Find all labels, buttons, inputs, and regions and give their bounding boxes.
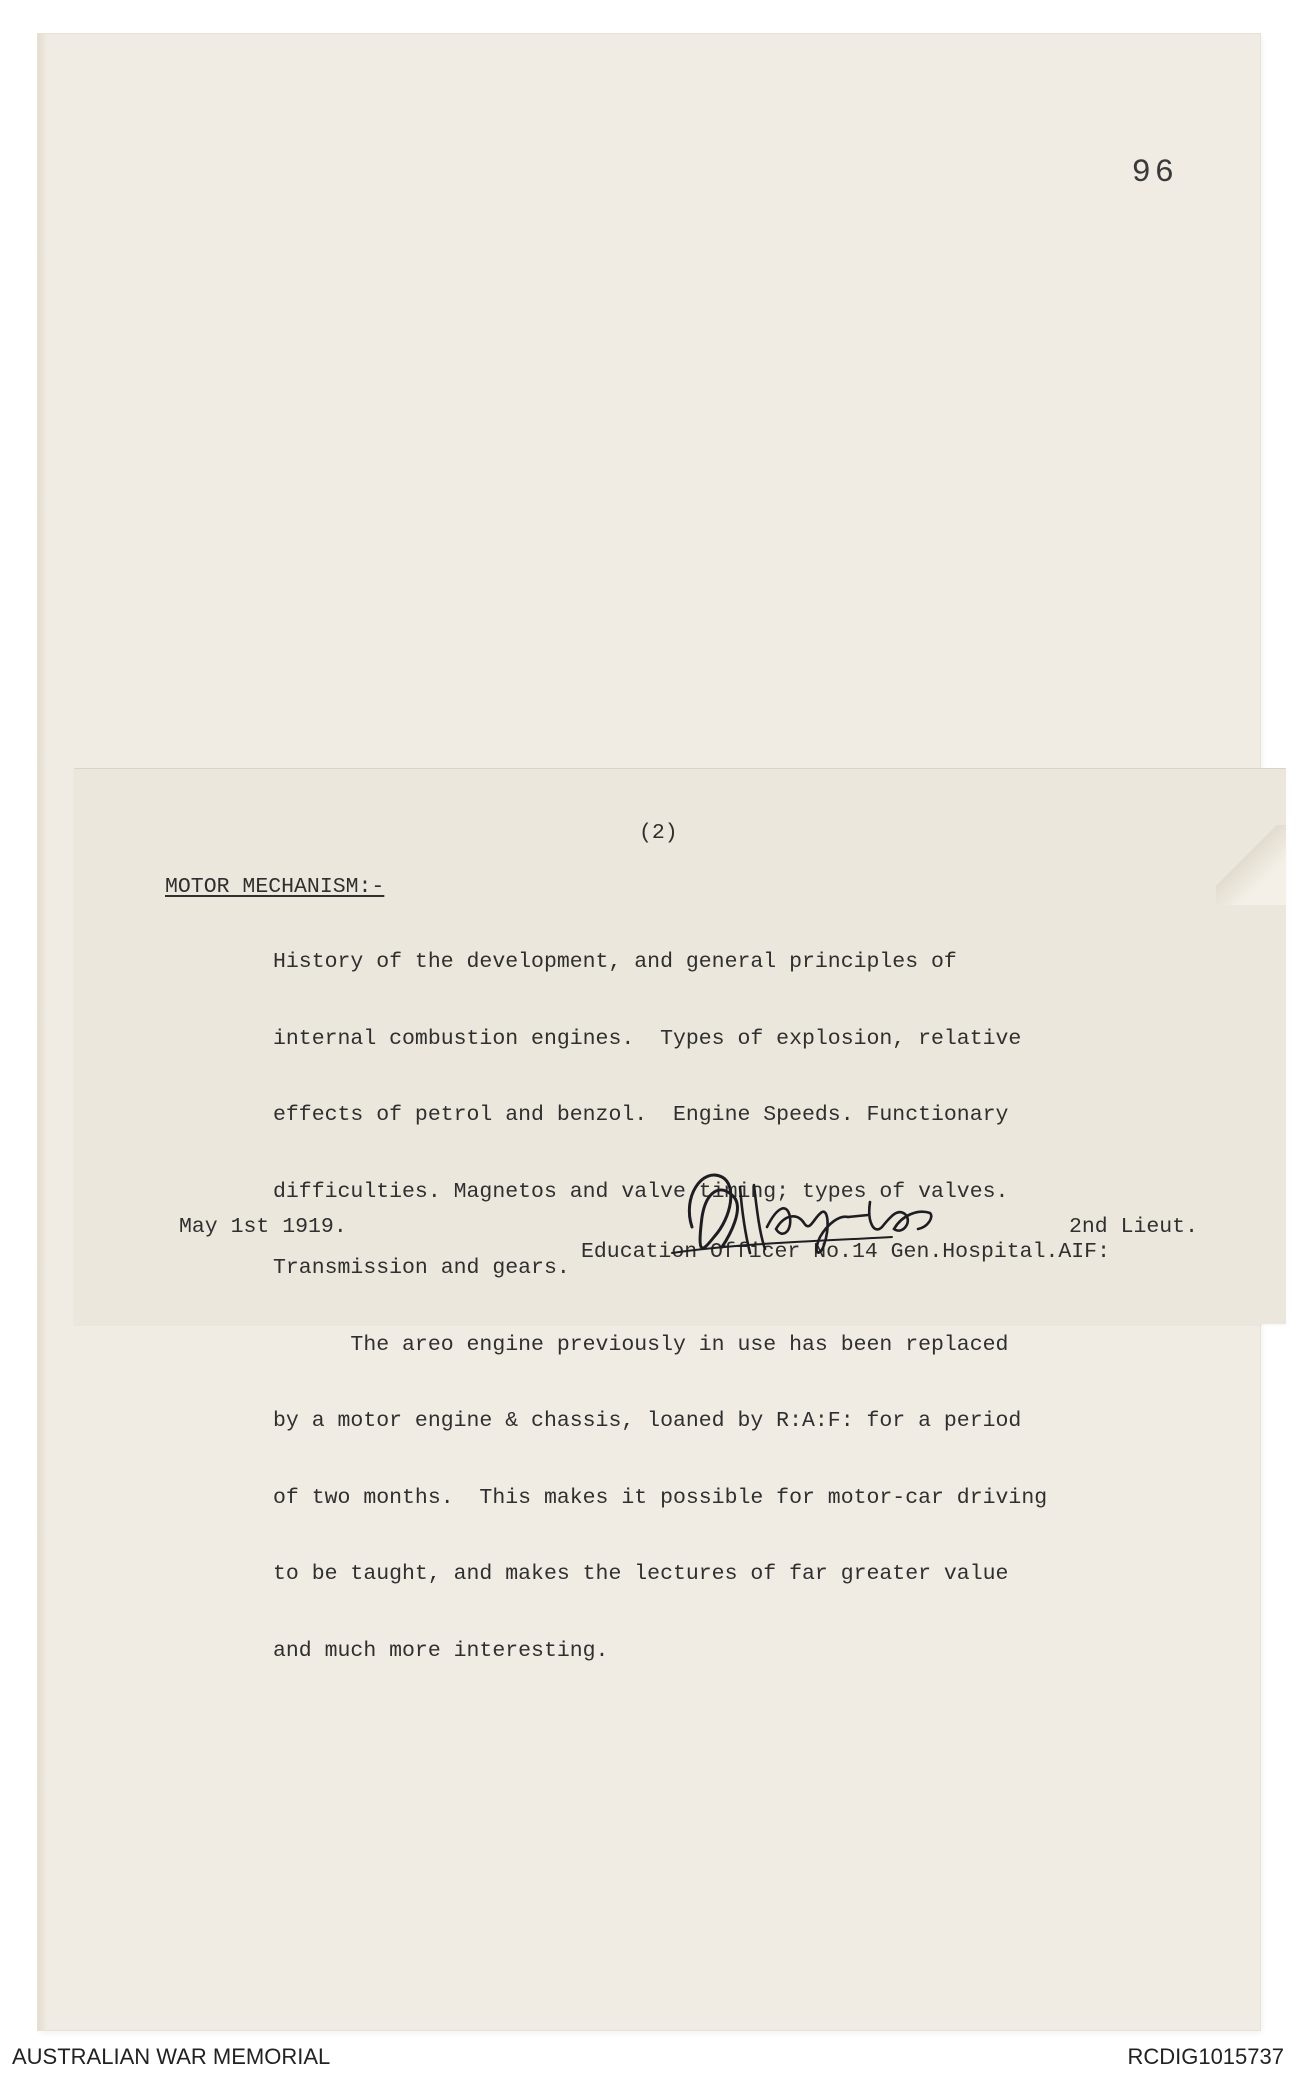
handwritten-signature: [662, 1157, 942, 1267]
archive-credit: AUSTRALIAN WAR MEMORIAL: [12, 2044, 331, 2069]
memo-fold: [1216, 825, 1286, 905]
signatory-appointment: Education Officer No.14 Gen.Hospital.AIF:: [581, 1240, 1110, 1264]
document-page: [38, 34, 1260, 2030]
memo-line: Transmission and gears.: [273, 1256, 570, 1280]
memo-line: difficulties. Magnetos and valve timing; types of valves.: [273, 1179, 1009, 1204]
memo-line: and much more interesting.: [273, 1638, 609, 1663]
memo-line: effects of petrol and benzol. Engine Speeds. Functionary: [273, 1103, 1009, 1127]
signatory-rank: 2nd Lieut.: [1068, 1215, 1198, 1239]
pasted-memo-slip: [74, 768, 1286, 1663]
folio-number: 96: [1131, 154, 1178, 191]
memo-line: internal combustion engines. Types of explosion, relative: [273, 1026, 1022, 1051]
memo-line: to be taught, and makes the lectures of far greater value: [273, 1562, 1009, 1586]
memo-date: May 1st 1919.: [179, 1215, 347, 1239]
memo-body: [273, 899, 1047, 1715]
memo-heading: MOTOR MECHANISM:-: [165, 875, 385, 899]
memo-line: The areo engine previously in use has been replaced: [273, 1332, 1009, 1357]
memo-line: of two months. This makes it possible for motor-car driving: [273, 1485, 1048, 1510]
memo-line: History of the development, and general principles of: [273, 950, 957, 974]
memo-line: by a motor engine & chassis, loaned by R:A:F: for a period: [273, 1409, 1022, 1433]
memo-page-marker: (2): [639, 821, 678, 845]
archive-reference: RCDIG1015737: [1127, 2044, 1284, 2069]
page-edge: [38, 34, 48, 2030]
